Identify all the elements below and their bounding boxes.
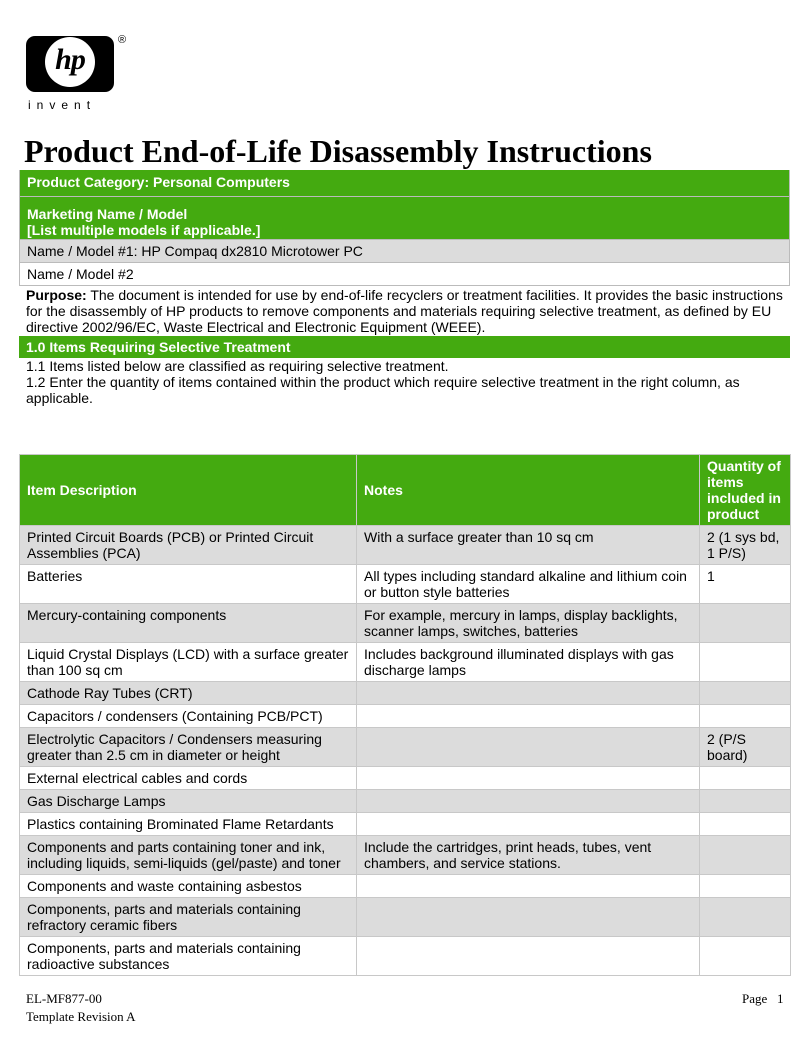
table-row — [20, 790, 791, 813]
table-row — [20, 728, 791, 767]
cell-qty — [700, 790, 791, 813]
hp-logo — [26, 34, 136, 114]
page-label: Page — [742, 991, 768, 1006]
cell-qty — [700, 705, 791, 728]
header-notes: Notes — [357, 455, 700, 526]
cell-notes — [357, 813, 700, 836]
cell-item: Cathode Ray Tubes (CRT) — [20, 682, 357, 705]
registered-mark: ® — [118, 34, 127, 46]
table-row — [20, 836, 791, 875]
cell-qty — [700, 682, 791, 705]
document-id: EL-MF877-00 — [26, 991, 102, 1006]
marketing-name-label: Marketing Name / Model — [27, 206, 188, 222]
cell-qty: 2 (1 sys bd, 1 P/S) — [700, 526, 791, 565]
table-row — [20, 604, 791, 643]
cell-item: Mercury-containing components — [20, 604, 357, 643]
table-row — [20, 813, 791, 836]
page-number-value: 1 — [777, 991, 784, 1006]
cell-item: External electrical cables and cords — [20, 767, 357, 790]
table-row — [20, 682, 791, 705]
cell-notes — [357, 767, 700, 790]
cell-notes — [357, 875, 700, 898]
table-row — [20, 898, 791, 937]
table-row — [20, 643, 791, 682]
instruction-line-1: 1.1 Items listed below are classified as requiring selective treatment. — [26, 358, 449, 374]
table-row — [20, 526, 791, 565]
table-row — [20, 875, 791, 898]
cell-qty — [700, 767, 791, 790]
header-quantity: Quantity of items included in product — [700, 455, 791, 526]
cell-notes — [357, 705, 700, 728]
cell-notes: Include the cartridges, print heads, tubes, vent chambers, and service stations. — [357, 836, 700, 875]
table-row — [20, 767, 791, 790]
purpose-paragraph — [26, 287, 786, 335]
footer-left — [26, 990, 136, 1026]
header-item-description: Item Description — [20, 455, 357, 526]
cell-item: Components and parts containing toner and ink, including liquids, semi-liquids (gel/paste) and toner — [20, 836, 357, 875]
purpose-label: Purpose: — [26, 287, 87, 303]
cell-qty — [700, 813, 791, 836]
cell-qty — [700, 937, 791, 976]
cell-item: Batteries — [20, 565, 357, 604]
cell-notes — [357, 937, 700, 976]
cell-notes — [357, 898, 700, 937]
template-revision: Template Revision A — [26, 1009, 136, 1024]
cell-item: Components, parts and materials containing refractory ceramic fibers — [20, 898, 357, 937]
page-title: Product End-of-Life Disassembly Instructions — [24, 133, 652, 169]
cell-notes: With a surface greater than 10 sq cm — [357, 526, 700, 565]
model-1-row: Name / Model #1: HP Compaq dx2810 Microtower PC — [19, 240, 790, 263]
page-number — [742, 990, 784, 1008]
cell-notes: For example, mercury in lamps, display backlights, scanner lamps, switches, batteries — [357, 604, 700, 643]
table-body — [20, 526, 791, 976]
model-2-row: Name / Model #2 — [19, 263, 790, 286]
product-category-row: Product Category: Personal Computers — [19, 170, 790, 197]
cell-item: Capacitors / condensers (Containing PCB/PCT) — [20, 705, 357, 728]
product-header-block — [19, 170, 808, 286]
table-row — [20, 705, 791, 728]
logo-tagline: invent — [28, 98, 97, 112]
table-row — [20, 937, 791, 976]
purpose-text: The document is intended for use by end-of-life recyclers or treatment facilities. It provides the basic instructions for the disassembly of HP products to remove components and materials requiring selective treatment, as defined by EU directive 2002/96/EC, Waste Electrical and Electronic Equipment (WEEE). — [26, 287, 783, 335]
logo-mark-text: hp — [55, 43, 85, 76]
cell-qty — [700, 836, 791, 875]
table-row — [20, 565, 791, 604]
instruction-line-2: 1.2 Enter the quantity of items contained within the product which require selective treatment in the right column, as applicable. — [26, 374, 740, 406]
table-header-row — [20, 455, 791, 526]
cell-qty — [700, 643, 791, 682]
cell-qty: 2 (P/S board) — [700, 728, 791, 767]
cell-notes: Includes background illuminated displays with gas discharge lamps — [357, 643, 700, 682]
cell-qty — [700, 604, 791, 643]
section-title-bar: 1.0 Items Requiring Selective Treatment — [19, 336, 790, 358]
cell-qty: 1 — [700, 565, 791, 604]
section-instructions — [26, 358, 786, 406]
cell-item: Liquid Crystal Displays (LCD) with a surface greater than 100 sq cm — [20, 643, 357, 682]
cell-qty — [700, 898, 791, 937]
cell-notes — [357, 728, 700, 767]
cell-item: Electrolytic Capacitors / Condensers measuring greater than 2.5 cm in diameter or height — [20, 728, 357, 767]
cell-notes — [357, 682, 700, 705]
cell-notes: All types including standard alkaline and lithium coin or button style batteries — [357, 565, 700, 604]
cell-item: Printed Circuit Boards (PCB) or Printed Circuit Assemblies (PCA) — [20, 526, 357, 565]
marketing-name-hint: [List multiple models if applicable.] — [27, 222, 261, 238]
selective-treatment-table — [19, 454, 791, 976]
cell-item: Components and waste containing asbestos — [20, 875, 357, 898]
cell-item: Components, parts and materials containing radioactive substances — [20, 937, 357, 976]
cell-item: Gas Discharge Lamps — [20, 790, 357, 813]
cell-item: Plastics containing Brominated Flame Retardants — [20, 813, 357, 836]
marketing-name-row — [19, 197, 790, 240]
cell-qty — [700, 875, 791, 898]
cell-notes — [357, 790, 700, 813]
